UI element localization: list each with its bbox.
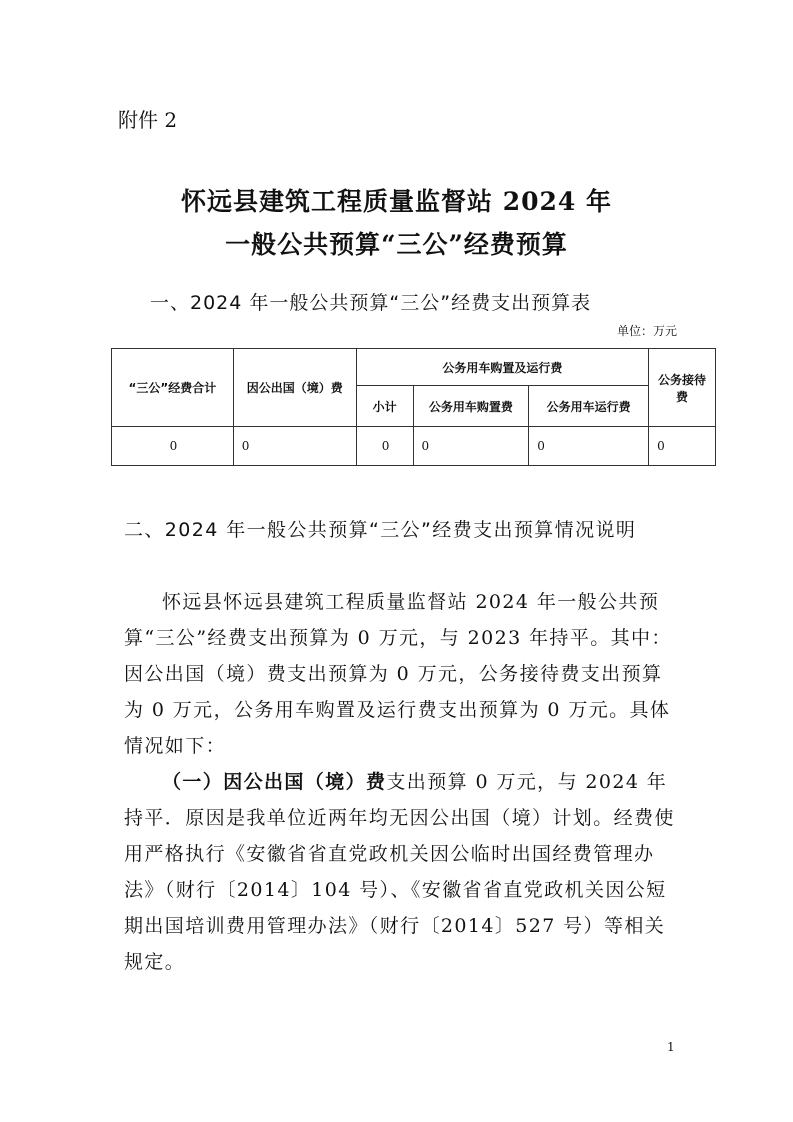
attachment-label: 附件 2 — [118, 108, 178, 132]
header-reception: 公务接待费 — [649, 349, 716, 427]
table-header-row — [112, 349, 716, 386]
paragraph-abroad-lead: （一）因公出国（境）费 — [162, 771, 387, 793]
paragraph-summary: 怀远县怀远县建筑工程质量监督站 2024 年一般公共预算“三公”经费支出预算为 0 万元，与 2023 年持平。其中：因公出国（境）费支出预算为 0 万元，公务接待费支出预算为 0 万元，公务用车购置及运行费支出预算为 0 万元。具体情况如下： — [124, 591, 672, 757]
paragraph-abroad-body: 支出预算 0 万元，与 2024 年持平．原因是我单位近两年均无因公出国（境）计划。经费使用严格执行《安徽省省直党政机关因公临时出国经费管理办法》（财行〔2014〕104 号）、《安徽省省直党政机关因公短期出国培训费用管理办法》（财行〔2014〕527 号）等相关规定。 — [124, 771, 675, 973]
cell-reception: 0 — [649, 427, 716, 466]
section1-heading: 一、2024 年一般公共预算“三公”经费支出预算表 — [150, 292, 592, 314]
cell-vehicle-purchase: 0 — [413, 427, 529, 466]
cell-abroad: 0 — [233, 427, 356, 466]
paragraph-abroad — [124, 764, 676, 980]
header-vehicle-operation: 公务用车运行费 — [529, 386, 649, 427]
table-row — [112, 427, 716, 466]
header-subtotal: 小计 — [356, 386, 413, 427]
document-title-line1: 怀远县建筑工程质量监督站 2024 年 — [181, 187, 612, 216]
budget-table — [111, 348, 716, 466]
header-abroad: 因公出国（境）费 — [233, 349, 356, 427]
unit-label: 单位：万元 — [616, 324, 677, 338]
header-total: “三公”经费合计 — [112, 349, 234, 427]
cell-total: 0 — [112, 427, 234, 466]
header-vehicle-purchase: 公务用车购置费 — [413, 386, 529, 427]
cell-subtotal: 0 — [356, 427, 413, 466]
document-title-line2: 一般公共预算“三公”经费预算 — [225, 230, 568, 259]
cell-vehicle-operation: 0 — [529, 427, 649, 466]
header-vehicle-group: 公务用车购置及运行费 — [356, 349, 648, 386]
page-number: 1 — [667, 1040, 675, 1054]
section2-heading: 二、2024 年一般公共预算“三公”经费支出预算情况说明 — [124, 519, 637, 541]
